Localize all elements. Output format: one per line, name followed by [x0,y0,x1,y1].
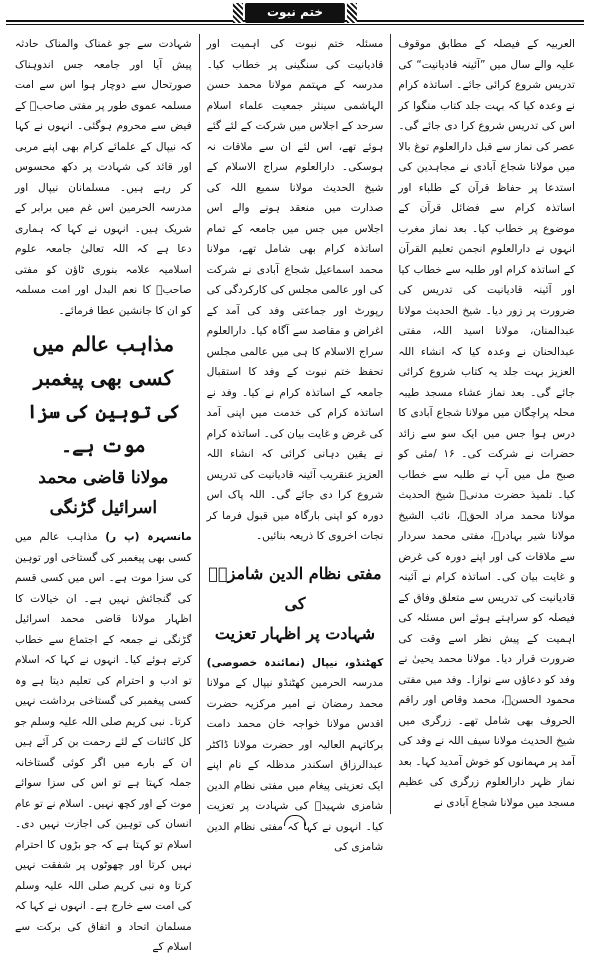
headline-tribute [207,559,384,649]
header-rule-thin [6,24,584,25]
column-middle [200,34,392,853]
headline-tribute-line2: شہادت پر اظہار تعزیت [214,623,376,643]
headline-blasphemy-line2: کی توہین کی سزا موت ہے۔ [26,401,181,457]
headline-blasphemy [15,327,192,523]
column-left-text-bottom: مذاہب عالم میں کسی بھی پیغمبر کی گستاخی اور توہین کی سزا موت ہے۔ اس میں کسی قسم کی گنجائش نہیں ہے۔ ان خیالات کا اظہار مولانا قاضی محمد اسرائیل گڑنگی نے جمعہ کے اجتماع سے خطاب کرتے ہوئے کیا۔ انہوں نے کہا کہ اسلام تو ادب و احترام کی تعلیم دیتا ہے وہ کسی پیغمبر کی گستاخی برداشت نہیں کرتا۔ نبی کریم صلی اللہ علیہ وسلم جو کل کائنات کے لئے رحمت بن کر آئے ہیں ان کے بارے میں اگر کوئی گستاخانہ جملہ کہتا ہے تو اس کی سزا سوائے موت کے اور کچھ نہیں۔ اسلام نے تو عام انسان کی توہین کی اجازت نہیں دی۔ اسلام تو کہتا ہے کہ جو بڑوں کا احترام نہیں کرتا اور چھوٹوں پر شفقت نہیں کرتا وہ نبی کریم صلی اللہ علیہ وسلم کی امت سے خارج ہے۔ انہوں نے کہا کہ مسلمان اتحاد و اتفاق کی برکت سے اسلام کے [14,531,192,953]
article-columns [8,34,582,953]
dateline-kathmandu: کھٹنڈو، نیپال (نمائندہ خصوصی) [206,656,384,669]
dateline-mansehra: مانسہرہ (پ ر) [105,531,192,543]
column-left-text-top: شہادت سے جو غمناک والمناک حادثہ پیش آیا اور جامعہ جس اندوہناک صورتحال سے دوچار ہوا اس سے امت مسلمہ عموی طور پر مفتی صاحبؒ کے فیض سے محروم ہوگئی۔ انہوں نے کہا کہ نیپال کے علمائے کرام بھی اپنے مربی اور قائد کی شہادت پر دکھ محسوس کر رہے ہیں۔ مسلمانان نیپال اور مدرسہ الحرمین اس غم میں برابر کے شریک ہیں۔ انہوں نے کہا کہ ہماری دعا ہے کہ اللہ تعالیٰ جامعہ علوم اسلامیہ علامہ بنوری ٹاؤن کو مفتی صاحبؒ کا نعم البدل اور امت مسلمہ کو ان کا جانشین عطا فرمائے۔ [14,38,192,317]
column-middle-text-top: مسئلہ ختم نبوت کی اہمیت اور قادیانیت کی سنگینی پر خطاب کیا۔ مدرسہ کے مہتمم مولانا محمد حسن الہاشمی سینئر جمعیت علماء اسلام سرحد کے اجلاس میں شرکت کے لئے گئے ہوئے تھے، اس لئے ان سے ملاقات نہ ہوسکی۔ دارالعلوم سراج الاسلام کے شیخ الحدیث مولانا سمیع اللہ کی صدارت میں منعقد ہونے والے اس اجلاس میں جس میں جامعہ کے تمام اساتذہ کرام بھی شامل تھے، مولانا محمد اسماعیل شجاع آبادی نے شرکت کی اور عالمی مجلس کی کارکردگی کی رپورٹ اور جماعتی وفد کی آمد کے اغراض و مقاصد سے آگاہ کیا۔ دارالعلوم سراج الاسلام کا ہی میں عالمی مجلس تحفظ ختم نبوت کے وفد کا استقبال جامعہ کے اساتذہ کرام نے کیا۔ وفد نے اساتذہ کرام کی خدمت میں اپنی آمد کی غرض و غایت بیان کی۔ اساتذہ کرام نے یقین دہانی کرائی کہ انشاء اللہ العزیز عنقریب آئینہ قادیانیت کی تدریس شروع کرا دی جائے گی۔ اللہ پاک اس دورہ کو اپنی بارگاہ میں قبول فرما کر نجات اخروی کا ذریعہ بنائیں۔ [206,38,384,542]
column-middle-text-bottom: مدرسہ الحرمین کھٹنڈو نیپال کے مولانا محمد رمضان نے امیر مرکزیہ حضرت اقدس مولانا خواجہ خان محمد دامت برکاتہم العالیہ اور حضرت مولانا ڈاکٹر عبدالرزاق اسکندر مدظلہ کے نام اپنے ایک تعزیتی پیغام میں مفتی نظام الدین شامزی شہیدؒ کی شہادت پر تعزیت کیا۔ انہوں نے کہا کہ مفتی نظام الدین شامزی کی [206,677,384,853]
page-number-ornament [284,815,306,826]
headline-tribute-line1: مفتی نظام الدین شامزیؒ کی [208,563,382,613]
column-left [8,34,200,953]
column-right-text: العربیہ کے فیصلہ کے مطابق موقوف علیہ والے سال میں ”آئینہ قادیانیت“ کی تدریس شروع کرائی جائے۔ اساتذہ کرام نے وعدہ کیا کہ بہت جلد کتاب منگوا کر اس کی تدریس شروع کرا دی جائے گی۔ عصر کی نماز سے قبل دارالعلوم توغ بالا میں مولانا شجاع آبادی نے مجاہدین کی استدعا پر حفاظ قرآن کے طلباء اور اساتذہ کرام سے فضائل قرآن کے موضوع پر خطاب کیا۔ بعد نماز مغرب انہوں نے دارالعلوم انجمن تعلیم القرآن کے اساتذہ کرام اور طلبہ سے خطاب کیا اور آئینہ قادیانیت کی تدریس کی ضرورت پر زور دیا۔ شیخ الحدیث مولانا عبدالمنان، مولانا اسید اللہ، مفتی عبدالحنان نے وعدہ کیا کہ انشاء اللہ العزیز بہت جلد یہ کتاب شروع کرائی جائے گی۔ بعد نماز عشاء مسجد طیبہ محلہ پراچگان میں مولانا شجاع آبادی کا درس ہوا جس میں ایک سو سے زائد حضرات نے شرکت کی۔ ۱۶ /مئی کو صبح مل میں آپ نے طلبہ سے خطاب کیا۔ تلمیذ حضرت مدنیؒ شیخ الحدیث مولانا محمد مراد الحقؒ، نائب الشیخ مولانا شیر بہادرؒ، مفتی محمد سردار سے ملاقات کی اور اپنے دورہ کی غرض و غایت بیان کی۔ اساتذہ کرام نے آئینہ قادیانیت کی تدریس سے متعلق وفاق کے فیصلہ کو سراہتے ہوئے اس مسئلہ کی اہمیت کے پیش نظر اسے وقت کی ضرورت قرار دیا۔ مولانا محمد یحییٰ نے وفد کو دعاؤں سے نوازا۔ وفد میں مفتی محمود الحسنؒ، محمد وقاص اور راقم الحروف بھی شامل تھے۔ زرگری میں شیخ الحدیث مولانا سیف اللہ نے وفد کی آمد پر مہمانوں کو خوش آمدید کہا۔ بعد نماز ظہر دارالعلوم زرگری کی عظیم مسجد میں مولانا شجاع آبادی نے [398,38,575,809]
running-header: ختم نبوت [245,3,345,23]
headline-blasphemy-line1: مذاہب عالم میں کسی بھی پیغمبر [32,332,175,390]
column-right [391,34,582,814]
headline-blasphemy-line3: مولانا قاضی محمد اسرائیل گڑنگی [38,468,169,518]
